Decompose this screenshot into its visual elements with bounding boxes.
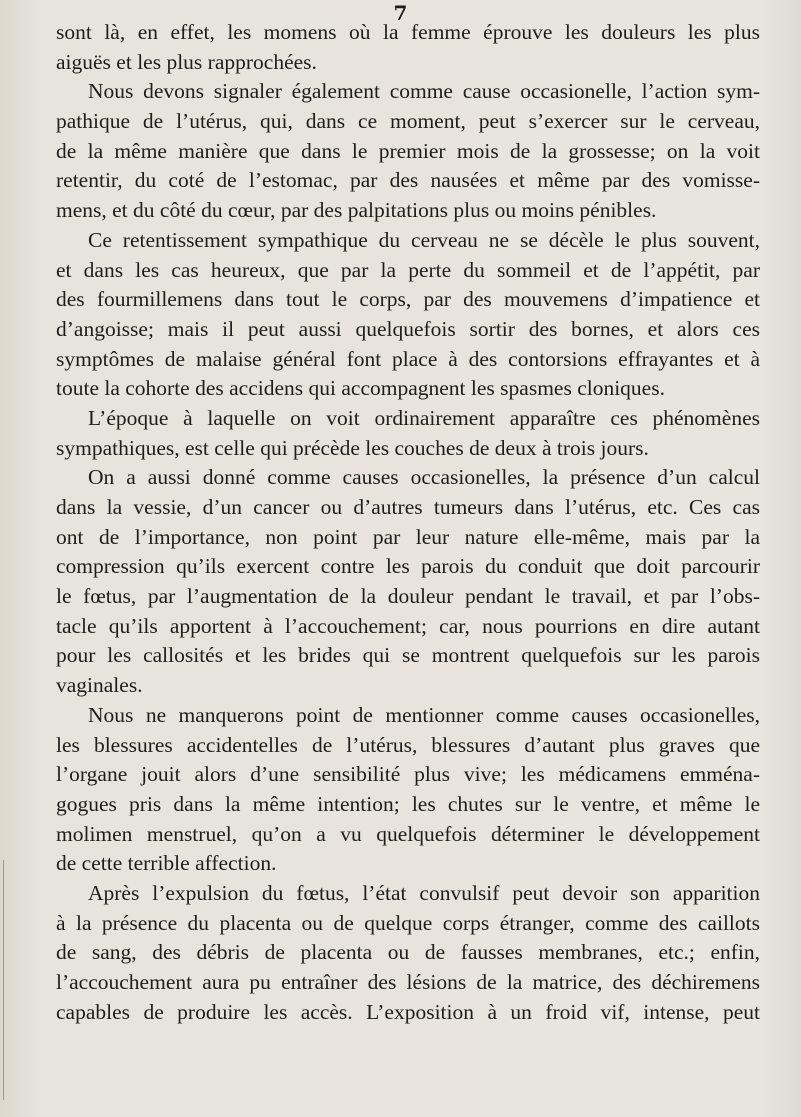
text-line: tacle qu’ils apportent à l’accouchement; car, nous pourrions en dire autant bbox=[56, 613, 760, 638]
text-line: ont de l’importance, non point par leur nature elle-même, mais par la bbox=[56, 524, 760, 549]
text-line: pathique de l’utérus, qui, dans ce moment, peut s’exercer sur le cerveau, bbox=[56, 109, 760, 134]
text-line: compression qu’ils exercent contre les parois du conduit que doit parcourir bbox=[56, 554, 760, 579]
text-line: On a aussi donné comme causes occasionelles, la présence d’un calcul bbox=[88, 465, 760, 490]
text-line: de sang, des débris de placenta ou de fausses membranes, etc.; enfin, bbox=[56, 940, 760, 965]
text-line: les blessures accidentelles de l’utérus, blessures d’autant plus graves que bbox=[56, 732, 760, 757]
text-line: dans la vessie, d’un cancer ou d’autres tumeurs dans l’utérus, etc. Ces cas bbox=[56, 495, 760, 519]
text-line: de la même manière que dans le premier mois de la grossesse; on la voit bbox=[56, 138, 760, 163]
text-line: de cette terrible affection. bbox=[56, 851, 277, 876]
margin-shadow bbox=[3, 860, 4, 1100]
text-line: Ce retentissement sympathique du cerveau ne se décèle le plus souvent, bbox=[88, 227, 760, 252]
text-line: des fourmillemens dans tout le corps, par des mouvemens d’impatience et bbox=[56, 287, 760, 312]
text-line: retentir, du coté de l’estomac, par des nausées et même par des vomisse- bbox=[56, 168, 760, 193]
text-line: Après l’expulsion du fœtus, l’état convulsif peut devoir son apparition bbox=[88, 880, 760, 905]
text-line: le fœtus, par l’augmentation de la douleur pendant le travail, et par l’obs- bbox=[56, 584, 760, 609]
text-line: capables de produire les accès. L’exposition à un froid vif, intense, peut bbox=[56, 999, 760, 1024]
text-line: vaginales. bbox=[56, 673, 143, 698]
text-line: sympathiques, est celle qui précède les couches de deux à trois jours. bbox=[56, 435, 649, 460]
body-text bbox=[56, 18, 760, 1027]
text-line: pour les callosités et les brides qui se montrent quelquefois sur les parois bbox=[56, 643, 760, 668]
text-line: Nous ne manquerons point de mentionner comme causes occasionelles, bbox=[88, 702, 760, 727]
text-line: sont là, en effet, les momens où la femme éprouve les douleurs les plus bbox=[56, 20, 760, 44]
text-line: gogues pris dans la même intention; les chutes sur le ventre, et même le bbox=[56, 791, 760, 816]
text-line: et dans les cas heureux, que par la perte du sommeil et de l’appétit, par bbox=[56, 257, 760, 282]
text-line: l’organe jouit alors d’une sensibilité plus vive; les médicamens emména- bbox=[56, 762, 760, 787]
text-line: à la présence du placenta ou de quelque corps étranger, comme des caillots bbox=[56, 910, 760, 935]
text-line: toute la cohorte des accidens qui accompagnent les spasmes cloniques. bbox=[56, 376, 665, 401]
text-line: d’angoisse; mais il peut aussi quelquefois sortir des bornes, et alors ces bbox=[56, 316, 760, 341]
page-number: 7 bbox=[393, 1, 408, 25]
text-line: mens, et du côté du cœur, par des palpitations plus ou moins pénibles. bbox=[56, 198, 657, 223]
text-line: Nous devons signaler également comme cause occasionelle, l’action sym- bbox=[88, 79, 760, 104]
text-line: aiguës et les plus rapprochées. bbox=[56, 49, 317, 74]
text-line: l’accouchement aura pu entraîner des lésions de la matrice, des déchiremens bbox=[56, 970, 760, 994]
text-line: symptômes de malaise général font place à des contorsions effrayantes et à bbox=[56, 346, 760, 371]
text-line: L’époque à laquelle on voit ordinairement apparaître ces phénomènes bbox=[88, 405, 760, 430]
text-line: molimen menstruel, qu’on a vu quelquefois déterminer le développement bbox=[56, 821, 760, 846]
